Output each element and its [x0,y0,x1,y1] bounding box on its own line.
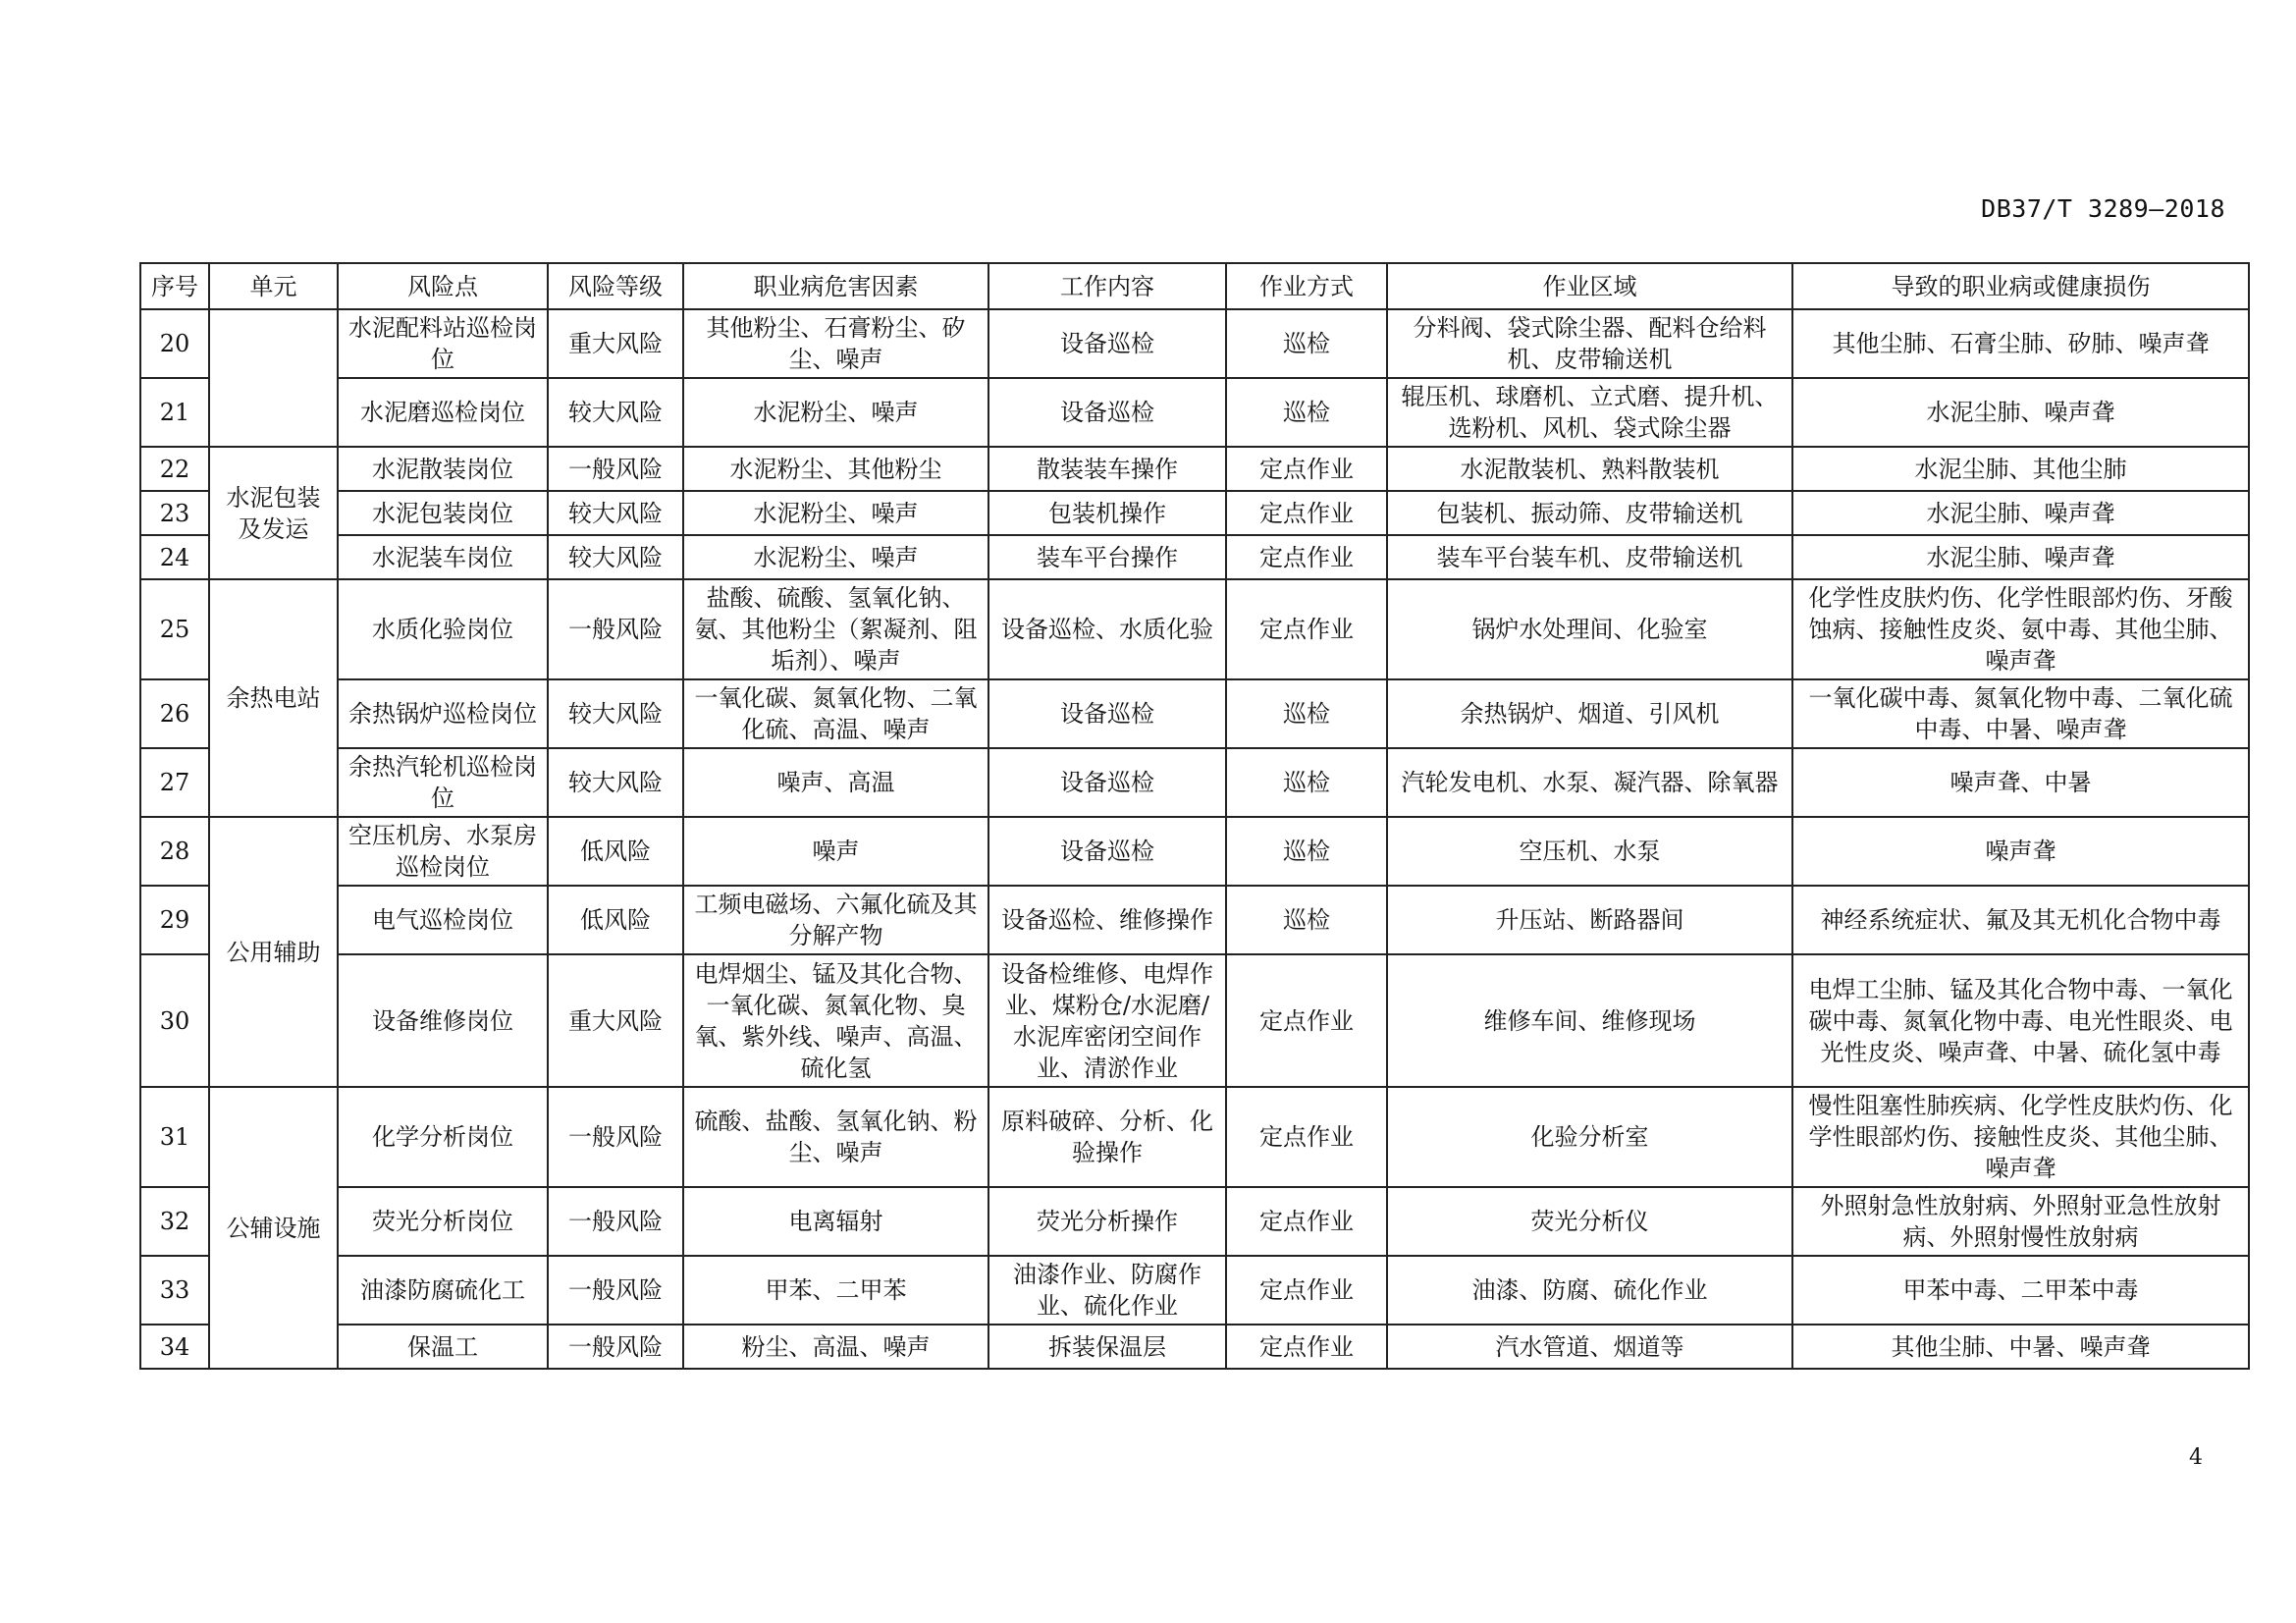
cell-disease: 其他尘肺、石膏尘肺、矽肺、噪声聋 [1792,309,2249,378]
cell-area: 升压站、断路器间 [1387,886,1792,954]
cell-work: 设备巡检 [988,817,1226,886]
cell-work: 油漆作业、防腐作业、硫化作业 [988,1256,1226,1325]
cell-mode: 定点作业 [1226,1187,1387,1256]
cell-risk-point: 水质化验岗位 [338,579,548,679]
cell-risk-point: 水泥配料站巡检岗位 [338,309,548,378]
cell-hazard: 甲苯、二甲苯 [683,1256,988,1325]
cell-hazard: 盐酸、硫酸、氢氧化钠、氨、其他粉尘（絮凝剂、阻垢剂）、噪声 [683,579,988,679]
cell-disease: 甲苯中毒、二甲苯中毒 [1792,1256,2249,1325]
cell-risk-point: 荧光分析岗位 [338,1187,548,1256]
cell-risk-point: 油漆防腐硫化工 [338,1256,548,1325]
cell-mode: 定点作业 [1226,579,1387,679]
cell-disease: 化学性皮肤灼伤、化学性眼部灼伤、牙酸蚀病、接触性皮炎、氨中毒、其他尘肺、噪声聋 [1792,579,2249,679]
table-row [140,579,2249,679]
cell-no: 32 [140,1187,209,1256]
cell-no: 33 [140,1256,209,1325]
cell-area: 辊压机、球磨机、立式磨、提升机、选粉机、风机、袋式除尘器 [1387,378,1792,447]
cell-hazard: 噪声、高温 [683,748,988,817]
col-header-disease: 导致的职业病或健康损伤 [1792,263,2249,309]
cell-mode: 定点作业 [1226,1256,1387,1325]
cell-disease: 水泥尘肺、噪声聋 [1792,535,2249,579]
table-row [140,1187,2249,1256]
cell-no: 26 [140,679,209,748]
cell-area: 装车平台装车机、皮带输送机 [1387,535,1792,579]
table-row [140,886,2249,954]
cell-hazard: 工频电磁场、六氟化硫及其分解产物 [683,886,988,954]
col-header-hazard: 职业病危害因素 [683,263,988,309]
col-header-risk-point: 风险点 [338,263,548,309]
cell-work: 包装机操作 [988,491,1226,535]
cell-disease: 外照射急性放射病、外照射亚急性放射病、外照射慢性放射病 [1792,1187,2249,1256]
table-row [140,1256,2249,1325]
cell-unit-empty [209,309,338,447]
cell-area: 分料阀、袋式除尘器、配料仓给料机、皮带输送机 [1387,309,1792,378]
cell-risk-level: 一般风险 [548,447,683,491]
table-row [140,1087,2249,1187]
cell-mode: 巡检 [1226,679,1387,748]
table-row [140,378,2249,447]
cell-area: 余热锅炉、烟道、引风机 [1387,679,1792,748]
cell-hazard: 一氧化碳、氮氧化物、二氧化硫、高温、噪声 [683,679,988,748]
cell-work: 原料破碎、分析、化验操作 [988,1087,1226,1187]
col-header-work: 工作内容 [988,263,1226,309]
cell-hazard: 粉尘、高温、噪声 [683,1325,988,1369]
cell-risk-level: 重大风险 [548,309,683,378]
cell-no: 30 [140,954,209,1087]
table-row [140,679,2249,748]
cell-no: 34 [140,1325,209,1369]
cell-risk-point: 水泥包装岗位 [338,491,548,535]
cell-no: 20 [140,309,209,378]
cell-mode: 定点作业 [1226,1087,1387,1187]
cell-area: 维修车间、维修现场 [1387,954,1792,1087]
table-header-row [140,263,2249,309]
cell-disease: 神经系统症状、氟及其无机化合物中毒 [1792,886,2249,954]
cell-risk-point: 水泥磨巡检岗位 [338,378,548,447]
cell-mode: 定点作业 [1226,447,1387,491]
cell-risk-level: 一般风险 [548,1256,683,1325]
cell-unit-packaging: 水泥包装及发运 [209,447,338,579]
cell-work: 设备巡检 [988,378,1226,447]
table-row [140,1325,2249,1369]
cell-hazard: 其他粉尘、石膏粉尘、矽尘、噪声 [683,309,988,378]
standard-code: DB37/T 3289—2018 [1981,194,2225,223]
cell-work: 设备巡检 [988,309,1226,378]
cell-mode: 巡检 [1226,817,1387,886]
cell-area: 荧光分析仪 [1387,1187,1792,1256]
cell-mode: 定点作业 [1226,1325,1387,1369]
cell-mode: 定点作业 [1226,954,1387,1087]
table-row [140,748,2249,817]
cell-no: 24 [140,535,209,579]
cell-risk-point: 水泥装车岗位 [338,535,548,579]
cell-unit-aux-facilities: 公辅设施 [209,1087,338,1369]
cell-no: 23 [140,491,209,535]
cell-disease: 水泥尘肺、其他尘肺 [1792,447,2249,491]
cell-risk-level: 一般风险 [548,1325,683,1369]
col-header-no: 序号 [140,263,209,309]
cell-no: 31 [140,1087,209,1187]
cell-work: 荧光分析操作 [988,1187,1226,1256]
cell-risk-point: 化学分析岗位 [338,1087,548,1187]
cell-hazard: 电焊烟尘、锰及其化合物、一氧化碳、氮氧化物、臭氧、紫外线、噪声、高温、硫化氢 [683,954,988,1087]
cell-risk-point: 设备维修岗位 [338,954,548,1087]
table-row [140,954,2249,1087]
cell-no: 27 [140,748,209,817]
cell-risk-point: 保温工 [338,1325,548,1369]
col-header-unit: 单元 [209,263,338,309]
cell-disease: 其他尘肺、中暑、噪声聋 [1792,1325,2249,1369]
hazard-table [139,262,2250,1370]
cell-area: 包装机、振动筛、皮带输送机 [1387,491,1792,535]
cell-hazard: 水泥粉尘、噪声 [683,535,988,579]
cell-risk-point: 电气巡检岗位 [338,886,548,954]
cell-area: 油漆、防腐、硫化作业 [1387,1256,1792,1325]
cell-no: 21 [140,378,209,447]
cell-work: 设备巡检、水质化验 [988,579,1226,679]
cell-no: 29 [140,886,209,954]
cell-risk-level: 一般风险 [548,579,683,679]
cell-mode: 巡检 [1226,886,1387,954]
table-row [140,309,2249,378]
cell-risk-point: 水泥散装岗位 [338,447,548,491]
cell-disease: 电焊工尘肺、锰及其化合物中毒、一氧化碳中毒、氮氧化物中毒、电光性眼炎、电光性皮炎、噪声聋、中暑、硫化氢中毒 [1792,954,2249,1087]
cell-risk-level: 较大风险 [548,748,683,817]
cell-mode: 巡检 [1226,378,1387,447]
cell-work: 拆装保温层 [988,1325,1226,1369]
cell-unit-public-aux: 公用辅助 [209,817,338,1087]
cell-risk-level: 重大风险 [548,954,683,1087]
cell-disease: 噪声聋、中暑 [1792,748,2249,817]
cell-hazard: 电离辐射 [683,1187,988,1256]
cell-risk-level: 低风险 [548,817,683,886]
cell-hazard: 水泥粉尘、噪声 [683,378,988,447]
cell-risk-point: 余热汽轮机巡检岗位 [338,748,548,817]
cell-work: 装车平台操作 [988,535,1226,579]
cell-no: 28 [140,817,209,886]
cell-disease: 一氧化碳中毒、氮氧化物中毒、二氧化硫中毒、中暑、噪声聋 [1792,679,2249,748]
cell-risk-level: 一般风险 [548,1187,683,1256]
cell-work: 设备巡检 [988,679,1226,748]
cell-risk-level: 较大风险 [548,679,683,748]
cell-risk-level: 低风险 [548,886,683,954]
table-row [140,447,2249,491]
cell-no: 22 [140,447,209,491]
col-header-area: 作业区域 [1387,263,1792,309]
cell-hazard: 硫酸、盐酸、氢氧化钠、粉尘、噪声 [683,1087,988,1187]
cell-work: 设备巡检、维修操作 [988,886,1226,954]
cell-disease: 水泥尘肺、噪声聋 [1792,491,2249,535]
cell-mode: 定点作业 [1226,491,1387,535]
cell-disease: 噪声聋 [1792,817,2249,886]
cell-no: 25 [140,579,209,679]
cell-risk-point: 空压机房、水泵房巡检岗位 [338,817,548,886]
cell-risk-point: 余热锅炉巡检岗位 [338,679,548,748]
col-header-mode: 作业方式 [1226,263,1387,309]
page-number: 4 [2189,1445,2203,1470]
cell-area: 化验分析室 [1387,1087,1792,1187]
cell-mode: 定点作业 [1226,535,1387,579]
cell-work: 散装装车操作 [988,447,1226,491]
table-row [140,491,2249,535]
cell-disease: 水泥尘肺、噪声聋 [1792,378,2249,447]
cell-risk-level: 较大风险 [548,378,683,447]
cell-area: 锅炉水处理间、化验室 [1387,579,1792,679]
cell-risk-level: 一般风险 [548,1087,683,1187]
cell-area: 水泥散装机、熟料散装机 [1387,447,1792,491]
cell-work: 设备检维修、电焊作业、煤粉仓/水泥磨/水泥库密闭空间作业、清淤作业 [988,954,1226,1087]
col-header-risk-level: 风险等级 [548,263,683,309]
cell-unit-waste-heat: 余热电站 [209,579,338,817]
cell-area: 汽轮发电机、水泵、凝汽器、除氧器 [1387,748,1792,817]
cell-hazard: 水泥粉尘、噪声 [683,491,988,535]
cell-area: 汽水管道、烟道等 [1387,1325,1792,1369]
cell-work: 设备巡检 [988,748,1226,817]
cell-risk-level: 较大风险 [548,535,683,579]
cell-risk-level: 较大风险 [548,491,683,535]
cell-hazard: 水泥粉尘、其他粉尘 [683,447,988,491]
cell-area: 空压机、水泵 [1387,817,1792,886]
table-row [140,535,2249,579]
cell-mode: 巡检 [1226,309,1387,378]
cell-hazard: 噪声 [683,817,988,886]
cell-disease: 慢性阻塞性肺疾病、化学性皮肤灼伤、化学性眼部灼伤、接触性皮炎、其他尘肺、噪声聋 [1792,1087,2249,1187]
cell-mode: 巡检 [1226,748,1387,817]
table-row [140,817,2249,886]
